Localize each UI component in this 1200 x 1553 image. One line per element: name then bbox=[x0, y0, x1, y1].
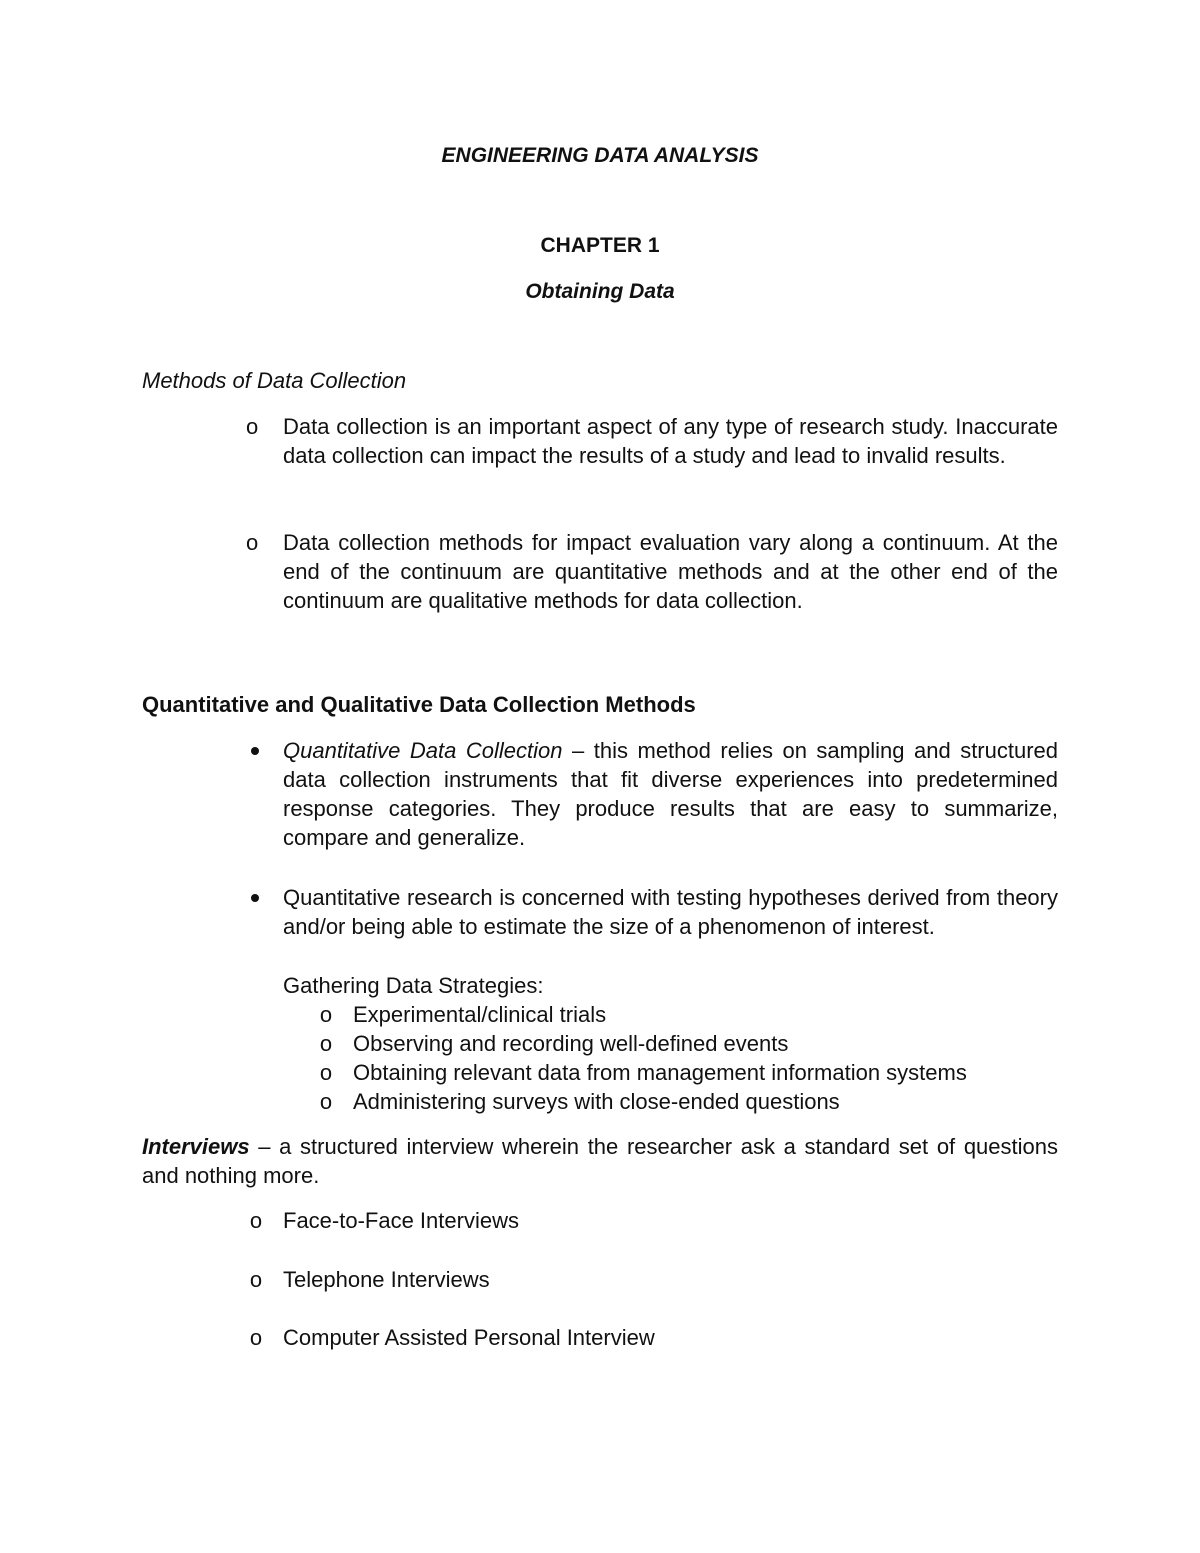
strategy-item bbox=[319, 1029, 789, 1058]
interview-item bbox=[249, 1323, 655, 1352]
document-title: ENGINEERING DATA ANALYSIS bbox=[441, 144, 759, 167]
circle-bullet-icon: o bbox=[319, 1089, 333, 1114]
interview-text: Telephone Interviews bbox=[283, 1267, 490, 1292]
strategy-item bbox=[319, 1058, 967, 1087]
interviews-paragraph bbox=[142, 1132, 1058, 1190]
bullet-dot-icon bbox=[251, 747, 259, 755]
interview-item bbox=[249, 1265, 490, 1294]
methods-heading: Methods of Data Collection bbox=[142, 368, 407, 393]
strategy-item bbox=[319, 1000, 607, 1029]
list-item-text: – this method relies on sampling and structured data collection instruments that fit diverse experiences into predetermined response categories. They produce results that are easy to summarize, compare and generalize. bbox=[283, 738, 1059, 850]
list-item-text: Data collection is an important aspect of any type of research study. Inaccurate data collection can impact the results of a study and lead to invalid results. bbox=[283, 414, 1058, 468]
circle-bullet-icon: o bbox=[246, 530, 259, 555]
strategies-label: Gathering Data Strategies: bbox=[283, 973, 544, 998]
strategy-text: Experimental/clinical trials bbox=[353, 1002, 607, 1027]
interview-text: Computer Assisted Personal Interview bbox=[283, 1325, 655, 1350]
chapter-subtitle: Obtaining Data bbox=[525, 280, 675, 303]
strategy-item bbox=[319, 1087, 840, 1116]
strategy-text: Obtaining relevant data from management information systems bbox=[353, 1060, 967, 1085]
circle-bullet-icon: o bbox=[249, 1267, 263, 1292]
circle-bullet-icon: o bbox=[319, 1002, 333, 1027]
interview-text: Face-to-Face Interviews bbox=[283, 1208, 519, 1233]
interviews-text: – a structured interview wherein the researcher ask a standard set of questions and nothing more. bbox=[142, 1134, 1058, 1188]
strategy-text: Administering surveys with close-ended questions bbox=[353, 1089, 840, 1114]
bullet-dot-icon bbox=[251, 894, 259, 902]
list-item bbox=[246, 412, 1058, 470]
circle-bullet-icon: o bbox=[319, 1031, 333, 1056]
interview-item bbox=[249, 1206, 519, 1235]
list-item-text: Quantitative research is concerned with testing hypotheses derived from theory and/or being able to estimate the size of a phenomenon of interest. bbox=[283, 885, 1058, 939]
strategy-text: Observing and recording well-defined events bbox=[353, 1031, 789, 1056]
circle-bullet-icon: o bbox=[249, 1325, 263, 1350]
circle-bullet-icon: o bbox=[249, 1208, 263, 1233]
interviews-term: Interviews bbox=[142, 1134, 250, 1159]
chapter-heading: CHAPTER 1 bbox=[540, 234, 660, 257]
list-item bbox=[283, 883, 1058, 941]
quant-qual-heading: Quantitative and Qualitative Data Collection Methods bbox=[142, 692, 696, 717]
circle-bullet-icon: o bbox=[319, 1060, 333, 1085]
list-item-term: Quantitative Data Collection bbox=[283, 738, 563, 763]
circle-bullet-icon: o bbox=[246, 414, 259, 439]
list-item-text: Data collection methods for impact evaluation vary along a continuum. At the end of the continuum are quantitative methods and at the other end of the continuum are qualitative methods for data collection. bbox=[283, 530, 1058, 613]
list-item bbox=[246, 528, 1058, 615]
list-item bbox=[283, 736, 1058, 852]
